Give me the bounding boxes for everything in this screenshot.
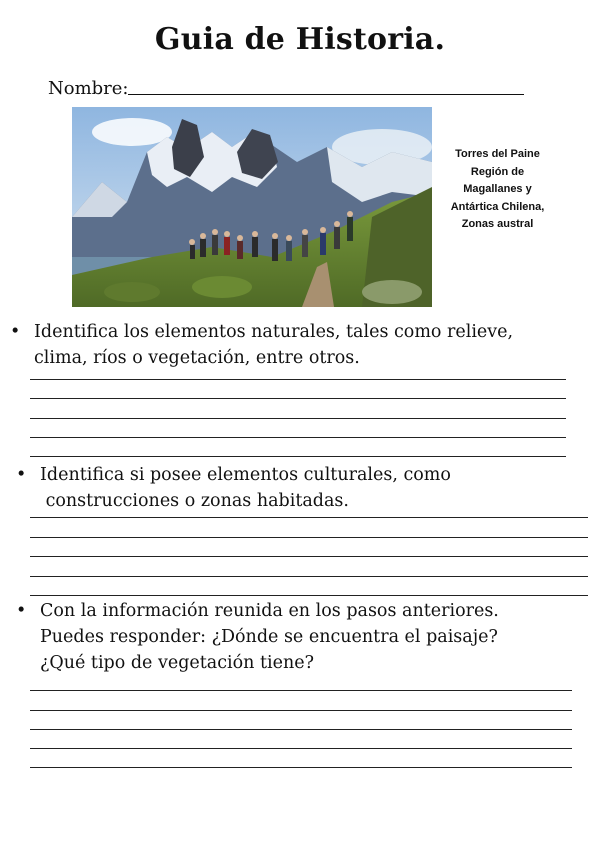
answer-line[interactable] xyxy=(30,556,588,557)
landscape-photo xyxy=(72,107,432,307)
answer-line[interactable] xyxy=(30,517,588,518)
question-3-line-3: ¿Qué tipo de vegetación tiene? xyxy=(40,653,315,673)
question-3-line-2: Puedes responder: ¿Dónde se encuentra el paisaje? xyxy=(40,627,498,647)
question-1-line-1: Identifica los elementos naturales, tales como relieve, xyxy=(34,322,514,342)
caption-line: Zonas austral xyxy=(461,218,534,230)
caption-line: Antártica Chilena, xyxy=(450,200,545,213)
question-2-line-1: Identifica si posee elementos culturales, como xyxy=(40,465,451,485)
bullet-icon: • xyxy=(16,601,27,621)
bullet-icon: • xyxy=(16,465,27,485)
answer-line[interactable] xyxy=(30,767,572,768)
caption-line: Magallanes y xyxy=(463,183,532,195)
answer-line[interactable] xyxy=(30,437,566,438)
caption-line: Región de xyxy=(470,165,525,178)
caption-line: Torres del Paine xyxy=(455,148,540,160)
name-label: Nombre: xyxy=(48,78,129,99)
answer-line[interactable] xyxy=(30,729,572,730)
answer-line[interactable] xyxy=(30,595,588,596)
answer-line[interactable] xyxy=(30,537,588,538)
question-2 xyxy=(16,462,590,516)
question-2-line-2: construcciones o zonas habitadas. xyxy=(40,491,349,511)
page-title: Guia de Historia. xyxy=(154,22,446,57)
question-1-line-2: clima, ríos o vegetación, entre otros. xyxy=(34,348,360,368)
name-answer-line[interactable] xyxy=(128,94,524,95)
answer-line[interactable] xyxy=(30,379,566,380)
answer-line[interactable] xyxy=(30,456,566,457)
answer-line[interactable] xyxy=(30,710,572,711)
answer-line[interactable] xyxy=(30,748,572,749)
photo-caption xyxy=(440,146,555,234)
question-3-line-1: Con la información reunida en los pasos anteriores. xyxy=(40,601,499,621)
question-3 xyxy=(16,598,590,678)
answer-line[interactable] xyxy=(30,418,566,419)
answer-line[interactable] xyxy=(30,690,572,691)
question-1 xyxy=(10,319,590,373)
mountain-landscape-icon xyxy=(72,107,432,307)
answer-line[interactable] xyxy=(30,398,566,399)
answer-line[interactable] xyxy=(30,576,588,577)
bullet-icon: • xyxy=(10,322,21,342)
